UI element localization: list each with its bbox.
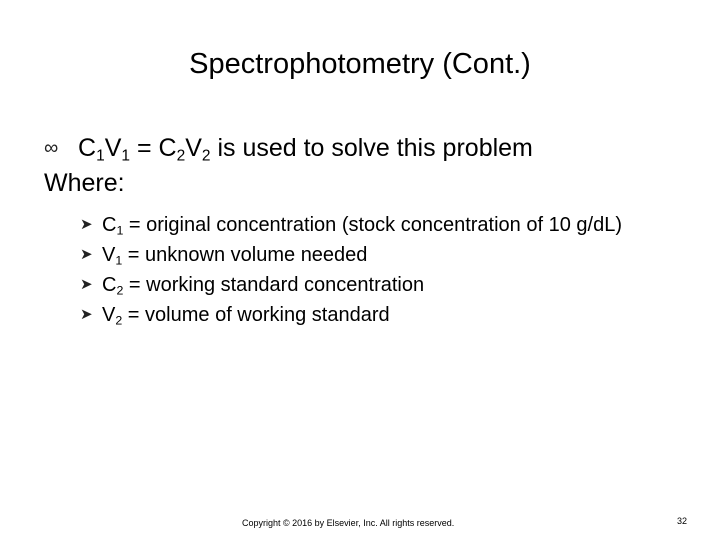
list-item xyxy=(80,210,650,240)
variable-definition: = working standard concentration xyxy=(123,274,425,296)
v1-symbol: V xyxy=(104,134,122,162)
c1-subscript: 1 xyxy=(96,147,105,165)
v2-subscript: 2 xyxy=(201,147,211,165)
definition-list xyxy=(80,210,650,330)
arrowhead-bullet-icon: ➤ xyxy=(80,216,93,233)
variable-symbol: V xyxy=(102,304,116,326)
c1-symbol: C xyxy=(78,134,97,162)
c2-subscript: 2 xyxy=(176,147,186,165)
variable-definition: = original concentration (stock concentration of 10 g/dL) xyxy=(123,214,622,236)
variable-definition: = volume of working standard xyxy=(122,304,390,326)
variable-subscript: 2 xyxy=(116,283,124,298)
swirl-bullet-icon: ∞ xyxy=(44,137,59,159)
main-bullet xyxy=(44,131,533,201)
v1-subscript: 1 xyxy=(121,147,130,165)
arrowhead-bullet-icon: ➤ xyxy=(80,246,93,263)
variable-symbol: C xyxy=(102,214,117,236)
arrowhead-bullet-icon: ➤ xyxy=(80,306,93,323)
variable-subscript: 2 xyxy=(115,313,123,328)
variable-subscript: 1 xyxy=(115,253,123,268)
variable-subscript: 1 xyxy=(116,223,124,238)
copyright-notice: Copyright © 2016 by Elsevier, Inc. All rights reserved. xyxy=(242,518,455,528)
list-item xyxy=(80,270,650,300)
variable-symbol: C xyxy=(102,274,117,296)
list-item xyxy=(80,240,650,270)
page-number: 32 xyxy=(677,516,688,526)
list-item xyxy=(80,300,650,330)
slide-title: Spectrophotometry (Cont.) xyxy=(189,48,531,80)
where-label: Where: xyxy=(44,169,125,197)
variable-symbol: V xyxy=(102,244,116,266)
formula-description: is used to solve this problem xyxy=(210,134,533,162)
v2-symbol: V xyxy=(185,134,202,162)
formula-line xyxy=(44,131,533,166)
variable-definition: = unknown volume needed xyxy=(122,244,368,266)
c2-symbol: C xyxy=(158,134,177,162)
equals-sign: = xyxy=(130,134,159,162)
arrowhead-bullet-icon: ➤ xyxy=(80,276,93,293)
